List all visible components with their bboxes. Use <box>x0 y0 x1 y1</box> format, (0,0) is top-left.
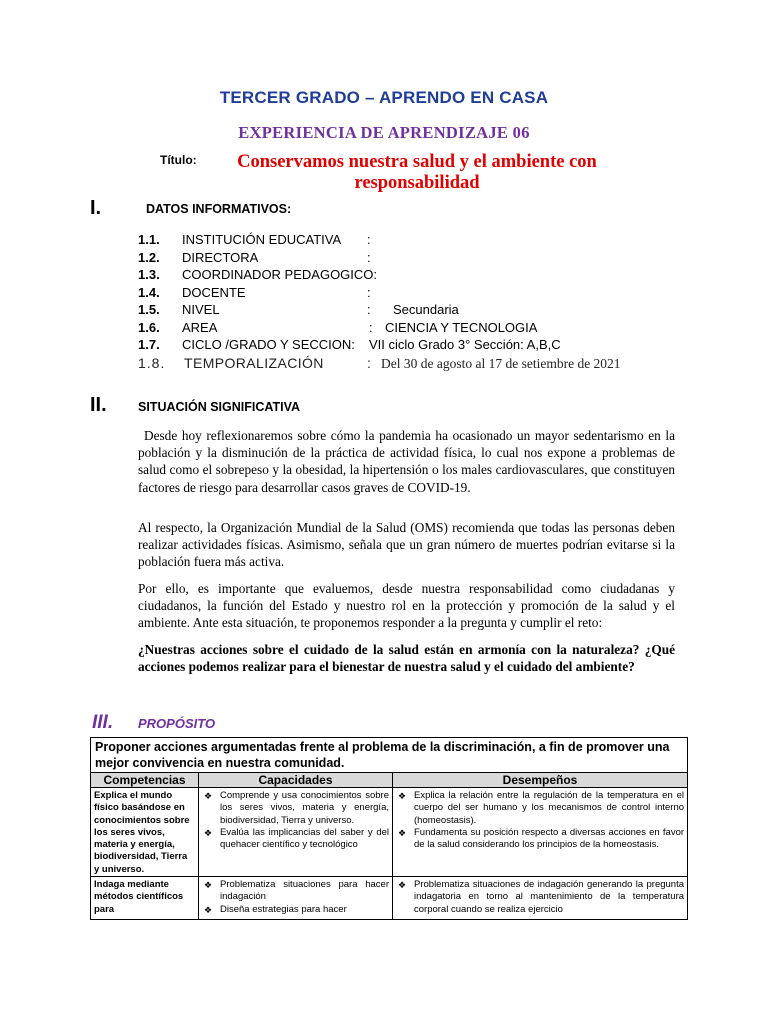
competencia-cell: Indaga mediante métodos científicos para <box>91 877 199 920</box>
list-item <box>396 879 684 916</box>
dato-label: CICLO /GRADO Y SECCION: <box>182 337 355 352</box>
section-3-number: III. <box>92 712 114 733</box>
reto-question: ¿Nuestras acciones sobre el cuidado de la salud están en armonía con la naturaleza? ¿Qué acciones podemos realizar para el bienestar de nuestra salud y el cuidado del ambiente? <box>138 642 675 675</box>
situacion-paragraph-1: Desde hoy reflexionaremos sobre cómo la pandemia ha ocasionado un mayor sedentarismo en la población y la disminución de la práctica de actividad física, lo cual nos expone a problemas de salud como el sobrepeso y la obesidad, la hipertensión o los males cardiovasculares, que constituyen factores de riesgo para desarrollar casos graves de COVID-19. <box>138 428 675 495</box>
section-1-number: I. <box>90 197 102 219</box>
capacidades-list <box>202 877 389 916</box>
situacion-paragraph-3: Por ello, es importante que evaluemos, desde nuestra responsabilidad como ciudadanas y ciudadanos, la función del Estado y nuestro rol en la protección y promoción de la salud y el ambiente. Ante esta situación, te proponemos responder a la pregunta y cumplir el reto: <box>138 581 675 631</box>
dato-label: DIRECTORA <box>182 250 259 265</box>
diamond-bullet-icon: ❖ <box>398 827 407 838</box>
capacidades-list <box>202 788 389 851</box>
dato-colon: : <box>367 232 371 247</box>
desempenos-cell <box>393 877 688 920</box>
dato-number: 1.8. <box>138 355 166 371</box>
capacidad-text: Evalúa las implicancias del saber y del quehacer científico y tecnológico <box>220 826 389 851</box>
capacidad-text: Comprende y usa conocimientos sobre los seres vivos, materia y energía, biodiversidad, Tierra y universo. <box>220 790 389 826</box>
purpose-text: Proponer acciones argumentadas frente al problema de la discriminación, a fin de promover una mejor convivencia en nuestra comunidad. <box>91 738 688 773</box>
column-header-capacidades: Capacidades <box>199 773 393 788</box>
capacidades-cell <box>199 788 393 877</box>
list-item <box>396 827 684 852</box>
dato-colon: : <box>367 355 371 371</box>
dato-colon: : <box>367 302 371 317</box>
dato-value: Secundaria <box>393 302 459 317</box>
desempeno-text: Problematiza situaciones de indagación generando la pregunta indagatoria en torno al mantenimiento de la temperatura corporal cuando se realiza ejercicio <box>414 879 685 915</box>
dato-label: INSTITUCIÓN EDUCATIVA <box>182 232 342 247</box>
table-row <box>91 788 688 877</box>
dato-label: COORDINADOR PEDAGOGICO: <box>182 267 378 282</box>
document-title: TERCER GRADO – APRENDO EN CASA <box>219 88 549 107</box>
column-header-competencias: Competencias <box>91 773 199 788</box>
table-header-row <box>91 773 688 788</box>
situacion-paragraph-2: Al respecto, la Organización Mundial de la Salud (OMS) recomienda que todas las personas deben realizar actividades físicas. Asimismo, señala que un gran número de muertes podrían evitarse si la población fuera más activa. <box>138 520 675 570</box>
list-item <box>202 827 389 852</box>
diamond-bullet-icon: ❖ <box>204 791 213 801</box>
dato-colon: : <box>367 285 371 300</box>
desempeno-text: Explica la relación entre la regulación de la temperatura en el cuerpo del ser humano y los mecanismos de control interno (homeostasis). <box>414 790 685 826</box>
dato-value: CIENCIA Y TECNOLOGIA <box>385 320 538 335</box>
dato-value: Del 30 de agosto al 17 de setiembre de 2021 <box>381 356 621 371</box>
diamond-bullet-icon: ❖ <box>398 880 407 891</box>
dato-number: 1.6. <box>138 320 160 335</box>
dato-label: NIVEL <box>182 302 220 317</box>
proposito-table <box>90 737 688 920</box>
list-item <box>202 904 389 916</box>
competencia-cell: Explica el mundo físico basándose en conocimientos sobre los seres vivos, materia y energía, biodiversidad, Tierra y universo. <box>91 788 199 877</box>
capacidad-text: Problematiza situaciones para hacer indagación <box>220 879 389 903</box>
desempenos-cell <box>393 788 688 877</box>
dato-colon: : <box>369 320 373 335</box>
section-1-title: DATOS INFORMATIVOS: <box>146 202 292 216</box>
dato-number: 1.2. <box>138 250 160 265</box>
capacidades-cell <box>199 877 393 920</box>
diamond-bullet-icon: ❖ <box>204 904 213 915</box>
dato-label: AREA <box>182 320 218 335</box>
dato-colon: : <box>367 250 371 265</box>
dato-number: 1.4. <box>138 285 160 300</box>
diamond-bullet-icon: ❖ <box>204 827 213 838</box>
desempeno-text: Fundamenta su posición respecto a diversas acciones en favor de la salud considerando los principios de la homeostasis. <box>414 826 685 851</box>
dato-value: VII ciclo Grado 3° Sección: A,B,C <box>369 337 561 352</box>
dato-number: 1.3. <box>138 267 160 282</box>
titulo-label: Título: <box>160 153 197 167</box>
section-2-number: II. <box>90 394 107 416</box>
dato-label: DOCENTE <box>182 285 246 300</box>
table-row <box>91 877 688 920</box>
dato-label: TEMPORALIZACIÓN <box>184 355 324 371</box>
list-item <box>396 790 684 827</box>
dato-number: 1.7. <box>138 337 160 352</box>
list-item <box>202 790 389 827</box>
section-3-title: PROPÓSITO <box>138 716 216 731</box>
dato-number: 1.5. <box>138 302 160 317</box>
list-item <box>202 879 389 904</box>
purpose-row <box>91 738 688 773</box>
dato-number: 1.1. <box>138 232 160 247</box>
experience-subtitle: EXPERIENCIA DE APRENDIZAJE 06 <box>238 123 530 142</box>
section-2-title: SITUACIÓN SIGNIFICATIVA <box>138 400 301 414</box>
diamond-bullet-icon: ❖ <box>204 880 213 891</box>
titulo-text: Conservamos nuestra salud y el ambiente con responsabilidad <box>237 152 597 193</box>
desempenos-list <box>396 788 684 851</box>
desempenos-list <box>396 877 684 916</box>
capacidad-text: Diseña estrategias para hacer <box>220 903 347 915</box>
diamond-bullet-icon: ❖ <box>398 791 407 801</box>
column-header-desempenos: Desempeños <box>393 773 688 788</box>
